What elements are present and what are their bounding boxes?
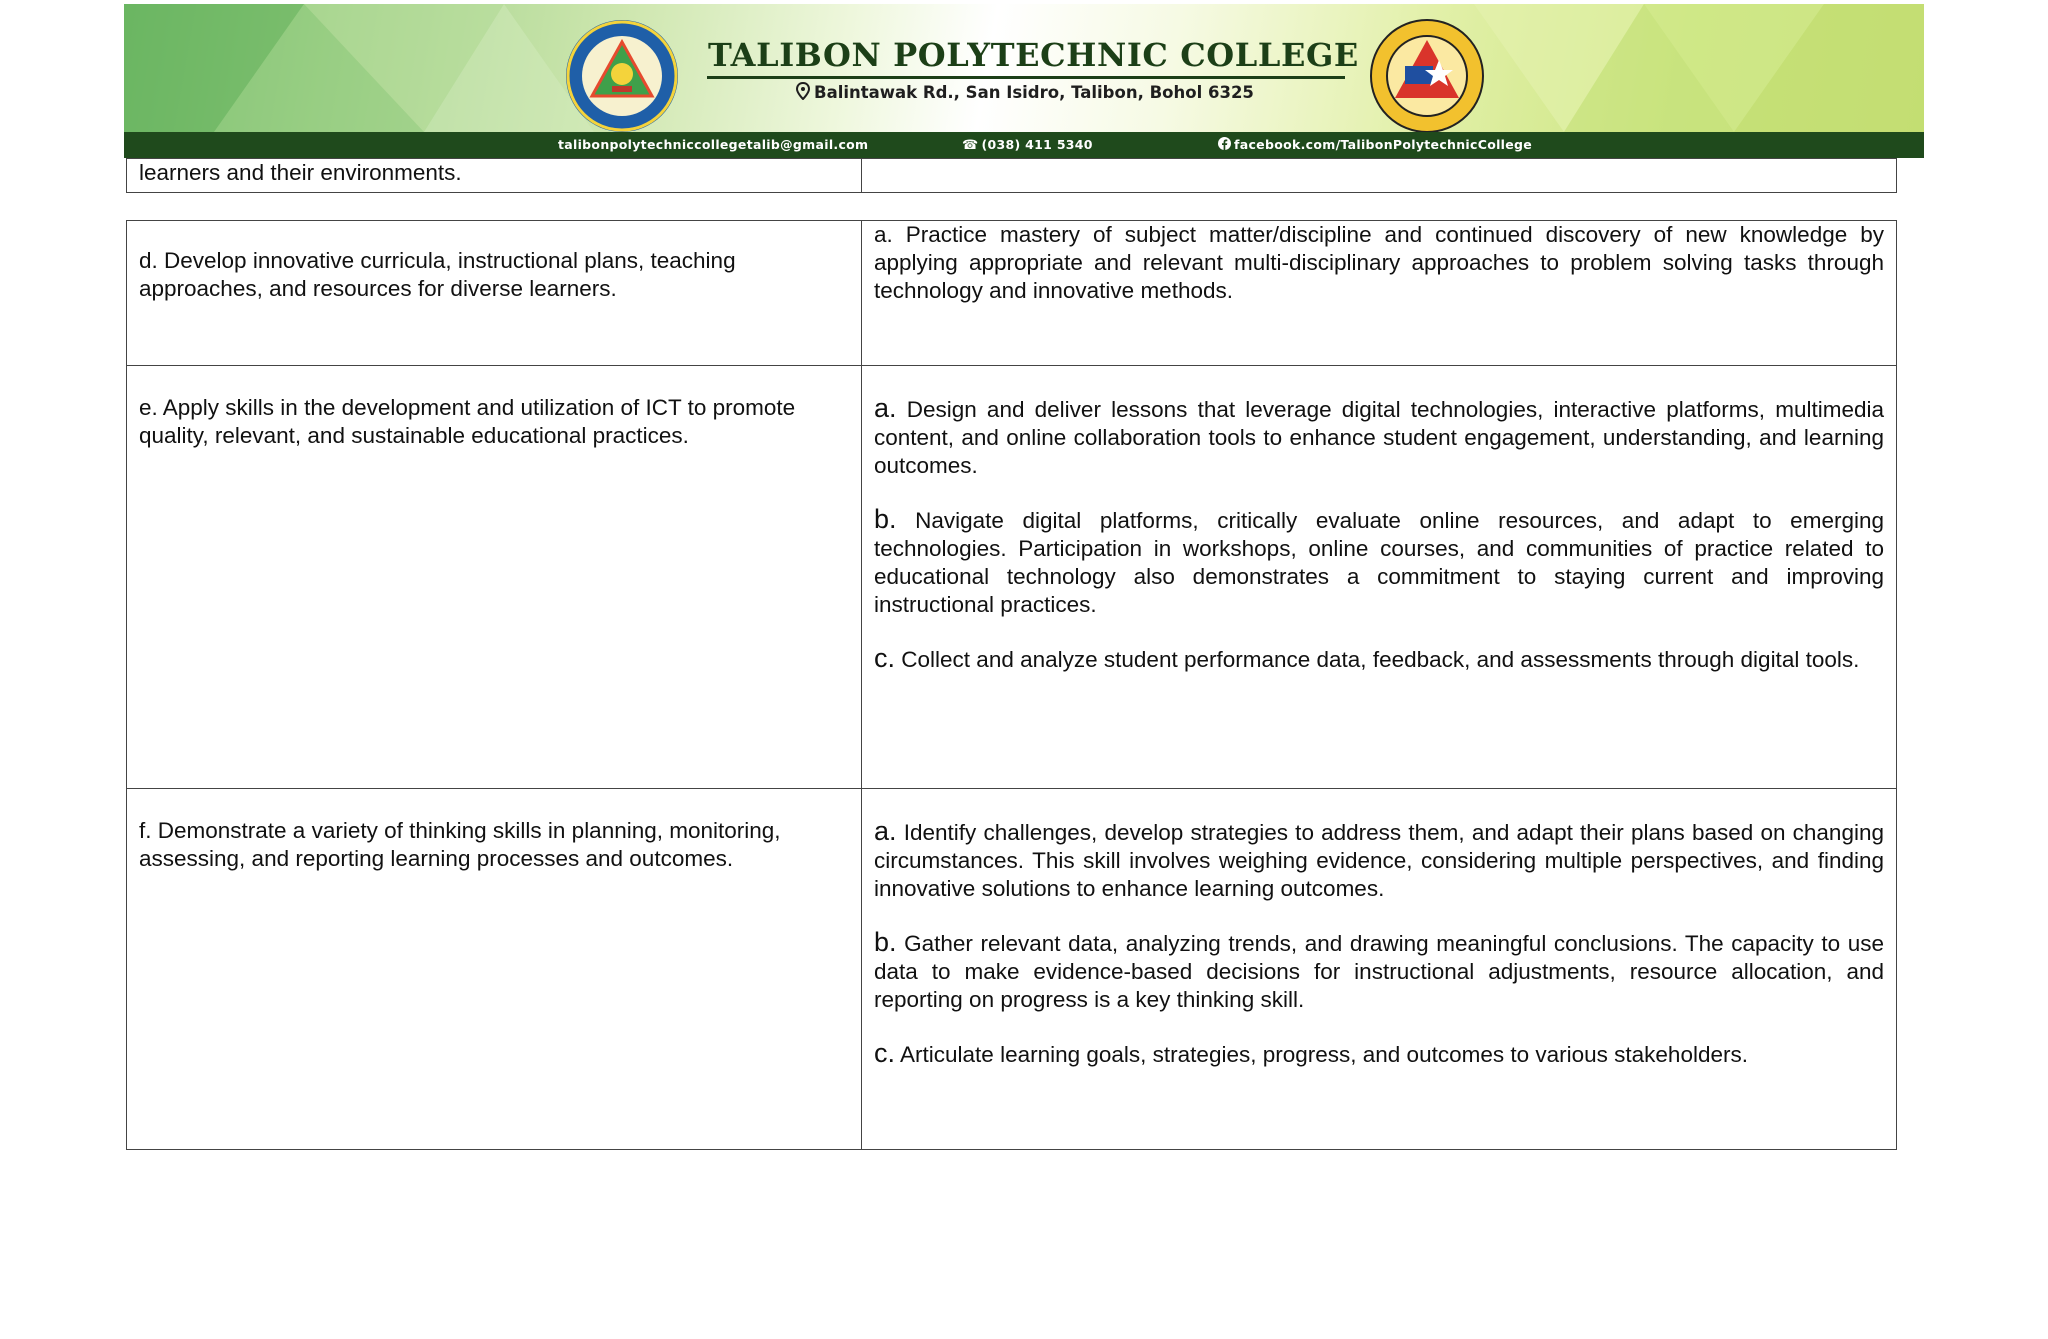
indicator-letter: c.: [874, 643, 896, 673]
contact-email[interactable]: talibonpolytechniccollegetalib@gmail.com: [558, 137, 869, 152]
municipality-seal-icon: [1369, 18, 1485, 139]
indicator-item: [874, 817, 1884, 903]
indicator-item: [874, 505, 1884, 619]
outcome-text: d. Develop innovative curricula, instructional plans, teaching approaches, and resources for diverse learners.: [139, 248, 736, 301]
college-name-underline: [707, 76, 1345, 79]
indicator-letter: b.: [874, 504, 897, 534]
indicator-text: Navigate digital platforms, critically evaluate online resources, and adapt to emerging technologies. Participation in workshops, online courses, and communities of practice related to educational technology also demonstrates a commitment to staying current and improving instructional practices.: [874, 508, 1884, 617]
outcome-cell-d: [127, 221, 862, 366]
indicator-cell-d: [862, 221, 1897, 366]
outcome-cell-f: [127, 789, 862, 1150]
college-address: [796, 82, 1254, 104]
indicator-item: [874, 928, 1884, 1014]
indicator-item: [874, 1039, 1884, 1069]
indicator-item: [874, 221, 1884, 305]
indicator-letter: a.: [874, 816, 897, 846]
table-row: [127, 159, 1897, 193]
contact-facebook[interactable]: [1218, 137, 1532, 153]
outcome-cell-e: [127, 366, 862, 789]
indicator-letter: a.: [874, 222, 893, 247]
indicator-cell-e: [862, 366, 1897, 789]
contact-phone: [962, 137, 1093, 153]
indicator-text: Gather relevant data, analyzing trends, and drawing meaningful conclusions. The capacity to use data to make evidence-based decisions for instructional adjustments, resource allocation, and reporting on progress is a key thinking skill.: [874, 931, 1884, 1012]
indicator-cell-f: [862, 789, 1897, 1150]
table-row: [127, 221, 1897, 366]
indicator-letter: a.: [874, 393, 897, 423]
outcome-text: e. Apply skills in the development and utilization of ICT to promote quality, relevant, and sustainable educational practices.: [139, 395, 796, 448]
college-seal-icon: [564, 18, 680, 139]
letterhead-banner: [124, 4, 1924, 158]
indicator-text: Design and deliver lessons that leverage digital technologies, interactive platforms, multimedia content, and online collaboration tools to enhance student engagement, understanding, and learning outcomes.: [874, 397, 1884, 478]
carryover-indicator-cell: [862, 159, 1897, 193]
indicator-text: Collect and analyze student performance data, feedback, and assessments through digital tools.: [901, 647, 1860, 672]
carryover-table: [126, 158, 1897, 193]
contact-strip: [124, 132, 1924, 158]
outcomes-table: [126, 220, 1897, 1150]
facebook-text: facebook.com/TalibonPolytechnicCollege: [1234, 137, 1533, 152]
table-row: [127, 366, 1897, 789]
facebook-icon: [1218, 137, 1231, 153]
phone-text: (038) 411 5340: [981, 137, 1093, 152]
indicator-item: [874, 394, 1884, 480]
indicator-text: Practice mastery of subject matter/discipline and continued discovery of new knowledge by applying appropriate and relevant multi-disciplinary approaches to problem solving tasks through technology and innovative methods.: [874, 222, 1884, 303]
college-name: TALIBON POLYTECHNIC COLLEGE: [708, 36, 1359, 74]
indicator-text: Identify challenges, develop strategies to address them, and adapt their plans based on changing circumstances. This skill involves weighing evidence, considering multiple perspectives, and finding innovative solutions to enhance learning outcomes.: [874, 820, 1884, 901]
indicator-item: [874, 644, 1884, 674]
phone-icon: ☎: [962, 138, 979, 153]
indicator-letter: b.: [874, 927, 897, 957]
address-text: Balintawak Rd., San Isidro, Talibon, Bohol 6325: [814, 83, 1254, 102]
location-pin-icon: [796, 82, 810, 104]
carryover-outcome-cell: learners and their environments.: [127, 159, 862, 193]
table-row: [127, 789, 1897, 1150]
outcome-text: f. Demonstrate a variety of thinking skills in planning, monitoring, assessing, and reporting learning processes and outcomes.: [139, 818, 781, 871]
indicator-text: Articulate learning goals, strategies, progress, and outcomes to various stakeholders.: [900, 1042, 1748, 1067]
indicator-letter: c.: [874, 1038, 896, 1068]
